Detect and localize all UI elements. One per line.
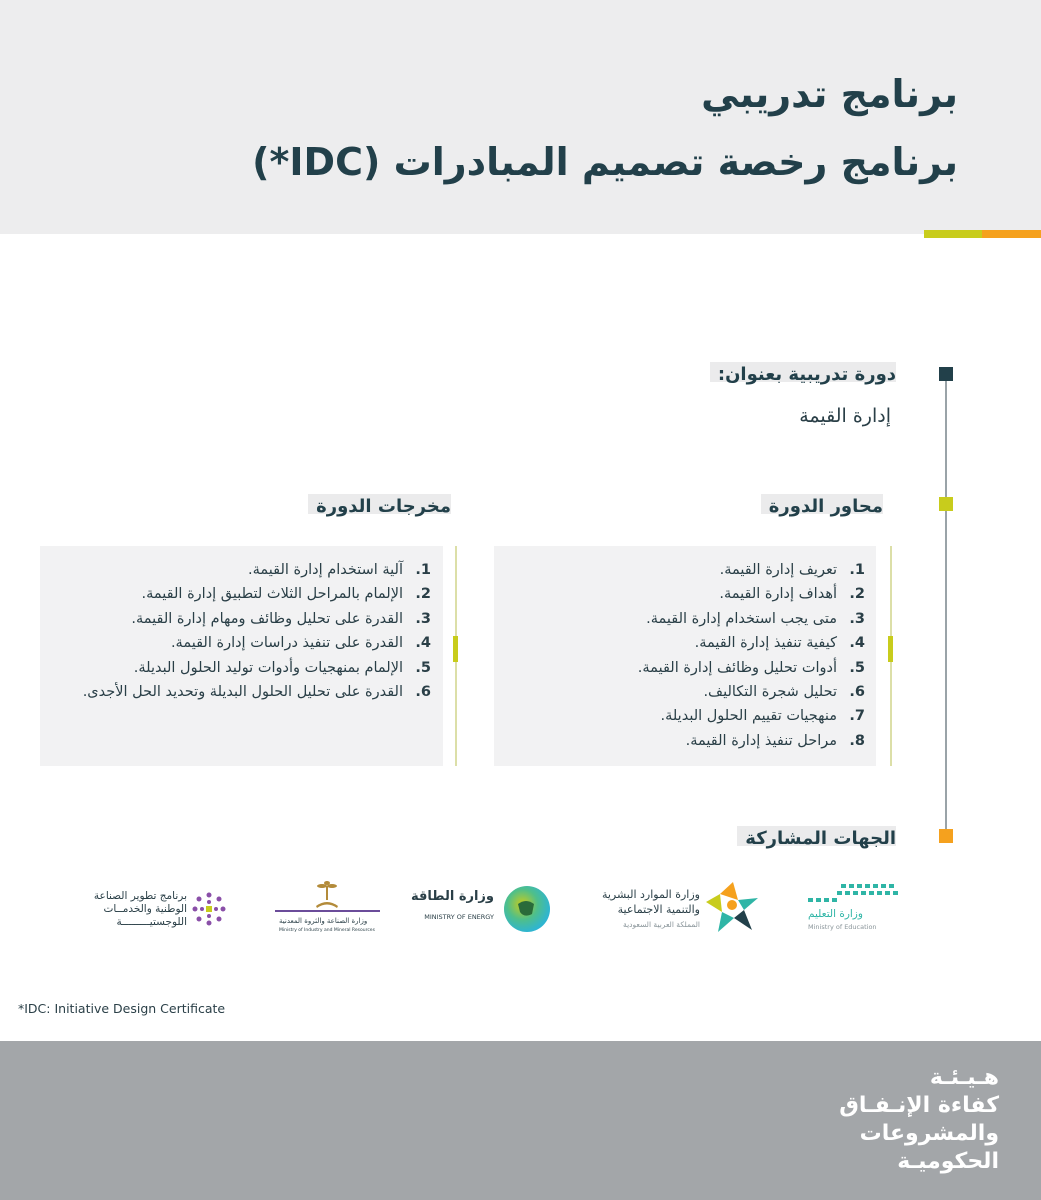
course-name: إدارة القيمة	[799, 405, 891, 427]
list-item: 8.مراحل تنفيذ إدارة القيمة.	[685, 732, 865, 749]
logo-ndlp-ar2: الوطنية والخدمــات	[103, 903, 187, 915]
footnote: *IDC: Initiative Design Certificate	[18, 1001, 226, 1016]
list-item: 1.آلية استخدام إدارة القيمة.	[248, 562, 431, 578]
logo-energy-ar: وزارة الطاقة	[411, 889, 494, 904]
logo-energy-en: MINISTRY OF ENERGY	[424, 913, 494, 921]
outcomes-panel-tick	[453, 636, 458, 662]
logo-ministry-industry	[275, 880, 380, 940]
logo-education-ar: وزارة التعليم	[808, 908, 863, 920]
education-logo-icon	[806, 882, 901, 908]
logo-ndlp-ar1: برنامج تطوير الصناعة	[93, 890, 187, 902]
list-item: 2.الإلمام بالمراحل الثلاث لتطبيق إدارة القيمة.	[141, 586, 431, 603]
logo-ministry-education	[806, 880, 901, 940]
list-item: 4.القدرة على تنفيذ دراسات إدارة القيمة.	[170, 635, 431, 652]
page-title-line1: برنامج تدريبي	[701, 72, 958, 116]
list-item: 6.تحليل شجرة التكاليف.	[703, 683, 865, 700]
list-item: 5.أدوات تحليل وظائف إدارة القيمة.	[637, 659, 865, 676]
logo-ministry-hr	[601, 880, 762, 940]
accent-bar-lime	[924, 230, 982, 238]
list-item: 6.القدرة على تحليل الحلول البديلة وتحديد الحل الأجدى.	[82, 683, 431, 700]
logo-ministry-energy	[411, 880, 554, 940]
timeline-marker-partners	[939, 829, 953, 843]
ndlp-logo-icon	[192, 892, 226, 926]
list-item: 1.تعريف إدارة القيمة.	[719, 562, 865, 578]
logo-hr-ar3: المملكة العربية السعودية	[623, 920, 700, 929]
timeline-line	[945, 373, 947, 835]
axes-panel-tick	[888, 636, 893, 662]
footer-line2: كفاءة الإنـفـاق	[839, 1093, 999, 1118]
timeline-marker-axes	[939, 497, 953, 511]
accent-bar-orange	[982, 230, 1041, 238]
outcomes-list	[83, 558, 431, 704]
header-banner	[0, 0, 1041, 234]
logo-hr-ar2: والتنمية الاجتماعية	[617, 903, 700, 916]
energy-logo-icon	[502, 884, 552, 934]
industry-logo-line	[275, 910, 380, 912]
axes-section-label: محاور الدورة	[761, 494, 883, 514]
logo-education-en: Ministry of Education	[808, 923, 877, 931]
outcomes-section-label: مخرجات الدورة	[308, 494, 451, 514]
list-item: 3.متى يجب استخدام إدارة القيمة.	[646, 610, 865, 627]
footer-line3: والمشروعات	[859, 1121, 999, 1146]
hr-star-logo-icon	[704, 880, 762, 936]
list-item: 4.كيفية تنفيذ إدارة القيمة.	[694, 635, 865, 652]
footer-line4: الحكوميـة	[897, 1149, 999, 1174]
partners-section-label: الجهات المشاركة	[737, 826, 896, 846]
course-label: دورة تدريبية بعنوان:	[710, 362, 896, 382]
footer-logo-text	[839, 1064, 999, 1176]
list-item: 3.القدرة على تحليل وظائف ومهام إدارة القيمة.	[131, 610, 431, 627]
list-item: 7.منهجيات تقييم الحلول البديلة.	[660, 708, 865, 725]
timeline-marker-course	[939, 367, 953, 381]
list-item: 5.الإلمام بمنهجيات وأدوات توليد الحلول البديلة.	[133, 659, 431, 676]
list-item: 2.أهداف إدارة القيمة.	[719, 586, 865, 603]
logo-industry-en: Ministry of Industry and Mineral Resources	[279, 928, 375, 933]
page-title-line2: برنامج رخصة تصميم المبادرات (IDC*)	[252, 140, 958, 184]
logo-ndlp	[93, 880, 233, 940]
palm-swords-icon	[312, 880, 342, 910]
logo-hr-ar1: وزارة الموارد البشرية	[601, 888, 700, 901]
axes-list	[638, 558, 865, 753]
logo-industry-ar: وزارة الصناعة والثروة المعدنية	[279, 917, 368, 925]
footer-line1: هـيـئـة	[929, 1065, 999, 1090]
logo-ndlp-ar3: اللوجستيـــــــــة	[116, 916, 187, 928]
